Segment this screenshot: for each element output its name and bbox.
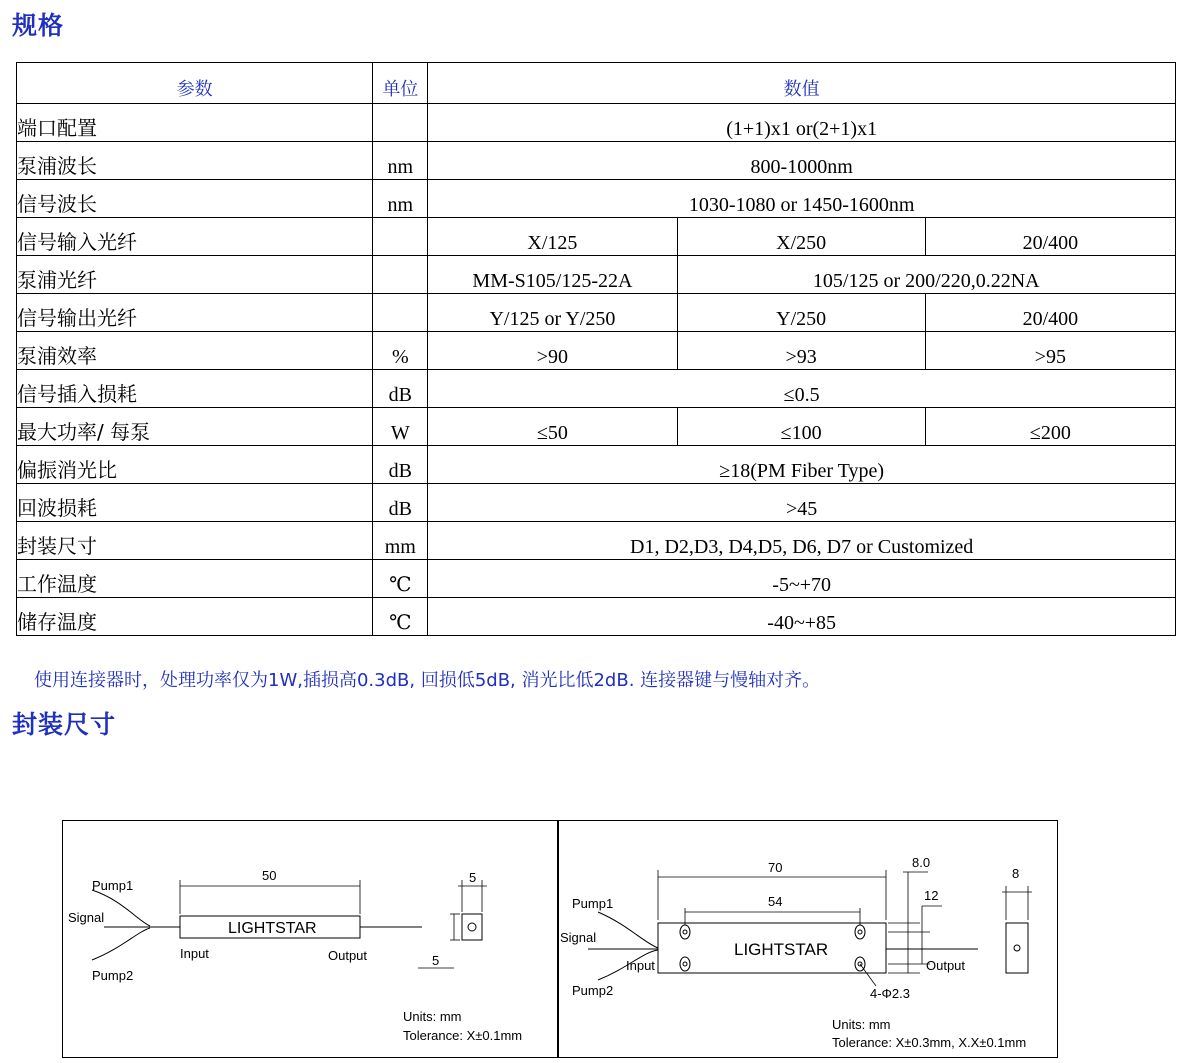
unit-cell: dB bbox=[373, 484, 428, 522]
param-cell: 信号输出光纤 bbox=[17, 294, 373, 332]
param-cell: 泵浦波长 bbox=[17, 142, 373, 180]
length-label: 70 bbox=[768, 860, 783, 875]
height-label: 5 bbox=[432, 953, 440, 968]
dim-12-label: 12 bbox=[924, 888, 939, 903]
unit-cell: ℃ bbox=[373, 598, 428, 636]
value-cell: (1+1)x1 or(2+1)x1 bbox=[428, 104, 1176, 142]
value-cell: 800-1000nm bbox=[428, 142, 1176, 180]
value-cell: >93 bbox=[677, 332, 925, 370]
spec-heading: 规格 bbox=[12, 11, 65, 40]
table-row bbox=[17, 142, 1176, 180]
package-drawing-right bbox=[558, 820, 1058, 1058]
tolerance-label: Tolerance: X±0.3mm, X.X±0.1mm bbox=[832, 1035, 1027, 1050]
table-row bbox=[17, 598, 1176, 636]
width-label: 5 bbox=[469, 870, 477, 885]
dim-8-label: 8 bbox=[1012, 866, 1020, 881]
pump1-label: Pump1 bbox=[92, 878, 134, 893]
package-drawing-left bbox=[62, 820, 558, 1058]
param-cell: 回波损耗 bbox=[17, 484, 373, 522]
table-row bbox=[17, 446, 1176, 484]
header-param: 参数 bbox=[17, 63, 373, 104]
pump1-label: Pump1 bbox=[572, 896, 614, 911]
tolerance-label: Tolerance: X±0.1mm bbox=[403, 1028, 523, 1043]
brand-label: LIGHTSTAR bbox=[734, 940, 829, 959]
end-view bbox=[462, 914, 482, 940]
param-cell: 信号输入光纤 bbox=[17, 218, 373, 256]
value-cell: X/250 bbox=[677, 218, 925, 256]
table-row bbox=[17, 218, 1176, 256]
value-cell: -40~+85 bbox=[428, 598, 1176, 636]
table-row bbox=[17, 332, 1176, 370]
units-label: Units: mm bbox=[403, 1009, 462, 1024]
table-row bbox=[17, 370, 1176, 408]
table-row bbox=[17, 408, 1176, 446]
unit-cell: mm bbox=[373, 522, 428, 560]
param-cell: 储存温度 bbox=[17, 598, 373, 636]
value-cell: 20/400 bbox=[925, 218, 1175, 256]
length-label: 50 bbox=[262, 868, 277, 883]
signal-label: Signal bbox=[68, 910, 105, 925]
output-label: Output bbox=[328, 948, 368, 963]
package-heading: 封装尺寸 bbox=[12, 710, 117, 739]
units-label: Units: mm bbox=[832, 1017, 891, 1032]
unit-cell: ℃ bbox=[373, 560, 428, 598]
output-label: Output bbox=[926, 958, 966, 973]
value-cell: 20/400 bbox=[925, 294, 1175, 332]
pump2-fiber bbox=[92, 928, 150, 960]
value-cell: >95 bbox=[925, 332, 1175, 370]
param-cell: 封装尺寸 bbox=[17, 522, 373, 560]
value-cell: >90 bbox=[428, 332, 677, 370]
input-label: Input bbox=[626, 958, 655, 973]
pump2-label: Pump2 bbox=[92, 968, 134, 983]
unit-cell bbox=[373, 256, 428, 294]
unit-cell: % bbox=[373, 332, 428, 370]
value-cell: -5~+70 bbox=[428, 560, 1176, 598]
param-cell: 偏振消光比 bbox=[17, 446, 373, 484]
value-cell: Y/125 or Y/250 bbox=[428, 294, 677, 332]
param-cell: 最大功率/ 每泵 bbox=[17, 408, 373, 446]
table-row bbox=[17, 522, 1176, 560]
connector-note: 使用连接器时，处理功率仅为1W,插损高0.3dB, 回损低5dB, 消光比低2dB. 连接器键与慢轴对齐。 bbox=[34, 670, 821, 691]
holes-label: 4-Φ2.3 bbox=[870, 986, 911, 1001]
table-row bbox=[17, 294, 1176, 332]
param-cell: 信号波长 bbox=[17, 180, 373, 218]
param-cell: 泵浦效率 bbox=[17, 332, 373, 370]
signal-label: Signal bbox=[560, 930, 597, 945]
unit-cell: dB bbox=[373, 370, 428, 408]
table-row bbox=[17, 256, 1176, 294]
pump2-label: Pump2 bbox=[572, 983, 614, 998]
table-row bbox=[17, 104, 1176, 142]
value-cell: D1, D2,D3, D4,D5, D6, D7 or Customized bbox=[428, 522, 1176, 560]
value-cell: X/125 bbox=[428, 218, 677, 256]
param-cell: 工作温度 bbox=[17, 560, 373, 598]
dim-8-0-label: 8.0 bbox=[912, 855, 931, 870]
unit-cell bbox=[373, 104, 428, 142]
pump1-fiber bbox=[598, 912, 658, 948]
table-row bbox=[17, 180, 1176, 218]
value-cell: ≤100 bbox=[677, 408, 925, 446]
param-cell: 泵浦光纤 bbox=[17, 256, 373, 294]
value-cell: ≤50 bbox=[428, 408, 677, 446]
hole-spacing-label: 54 bbox=[768, 894, 783, 909]
table-row bbox=[17, 484, 1176, 522]
table-row bbox=[17, 560, 1176, 598]
unit-cell bbox=[373, 218, 428, 256]
value-cell: 105/125 or 200/220,0.22NA bbox=[677, 256, 1175, 294]
unit-cell: dB bbox=[373, 446, 428, 484]
value-cell: >45 bbox=[428, 484, 1176, 522]
unit-cell: nm bbox=[373, 180, 428, 218]
unit-cell: nm bbox=[373, 142, 428, 180]
unit-cell bbox=[373, 294, 428, 332]
unit-cell: W bbox=[373, 408, 428, 446]
value-cell: Y/250 bbox=[677, 294, 925, 332]
value-cell: ≥18(PM Fiber Type) bbox=[428, 446, 1176, 484]
value-cell: ≤200 bbox=[925, 408, 1175, 446]
value-cell: 1030-1080 or 1450-1600nm bbox=[428, 180, 1176, 218]
spec-table bbox=[16, 62, 1176, 636]
input-label: Input bbox=[180, 946, 209, 961]
header-unit: 单位 bbox=[373, 63, 428, 104]
drawing-frame bbox=[63, 821, 558, 1058]
header-value: 数值 bbox=[428, 63, 1176, 104]
value-cell: ≤0.5 bbox=[428, 370, 1176, 408]
value-cell: MM-S105/125-22A bbox=[428, 256, 677, 294]
param-cell: 信号插入损耗 bbox=[17, 370, 373, 408]
brand-label: LIGHTSTAR bbox=[228, 920, 317, 937]
param-cell: 端口配置 bbox=[17, 104, 373, 142]
end-view bbox=[1006, 923, 1028, 973]
table-header-row bbox=[17, 63, 1176, 104]
